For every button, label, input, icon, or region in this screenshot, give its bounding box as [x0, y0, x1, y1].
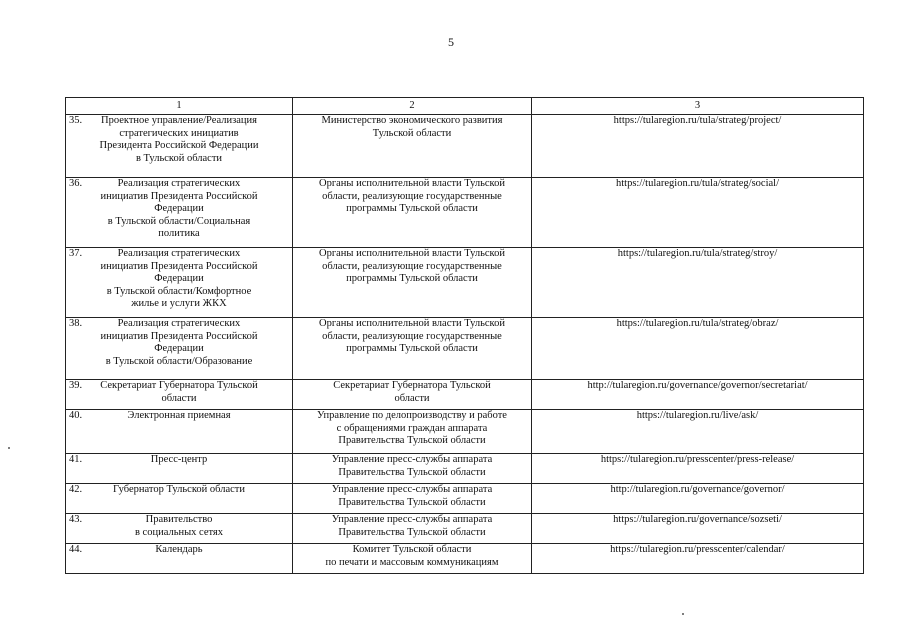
resource-name-line: инициатив Президента Российской [100, 190, 258, 202]
resource-name-line: Пресс-центр [150, 454, 208, 465]
url-cell [532, 484, 864, 514]
responsible-org-cell [293, 484, 532, 514]
resource-url: http://tularegion.ru/governance/governor/ [610, 484, 785, 495]
responsible-org-line: Управление пресс-службы аппарата [331, 454, 493, 465]
table-header-row [66, 98, 864, 115]
resource-name-line: в Тульской области/Образование [105, 355, 253, 367]
resource-name-line: области [161, 392, 197, 404]
responsible-org-cell [293, 178, 532, 248]
url-cell [532, 380, 864, 410]
resource-url: https://tularegion.ru/presscenter/calendar/ [610, 544, 785, 555]
responsible-org-line: Правительства Тульской области [338, 466, 486, 478]
url-cell [532, 248, 864, 318]
column-header-3: 3 [532, 98, 864, 115]
responsible-org-cell [293, 248, 532, 318]
responsible-org-line: Тульской области [372, 127, 452, 139]
resource-name-cell [66, 380, 293, 410]
resource-name-cell [66, 454, 293, 484]
resource-name-cell [66, 248, 293, 318]
responsible-org-line: Правительства Тульской области [338, 435, 486, 447]
resource-name-line: Реализация стратегических [117, 248, 241, 259]
column-header-2: 2 [293, 98, 532, 115]
resource-name-line: в Тульской области [135, 152, 223, 164]
table-row [66, 454, 864, 484]
row-number: 42. [69, 484, 83, 495]
resource-name-line: в Тульской области/Социальная [107, 215, 251, 227]
resource-url: https://tularegion.ru/governance/sozseti/ [613, 514, 782, 525]
links-table [65, 97, 864, 574]
responsible-org-line: Комитет Тульской области [352, 544, 472, 555]
url-cell [532, 544, 864, 574]
resource-name-cell [66, 410, 293, 454]
row-number: 44. [69, 544, 83, 555]
responsible-org-line: Управление пресс-службы аппарата [331, 484, 493, 495]
responsible-org-line: области, реализующие государственные [322, 260, 502, 272]
row-number: 43. [69, 514, 83, 525]
responsible-org-cell [293, 544, 532, 574]
resource-name-line: инициатив Президента Российской [100, 260, 258, 272]
responsible-org-line: программы Тульской области [346, 273, 478, 285]
responsible-org-line: программы Тульской области [346, 343, 478, 355]
resource-name-cell [66, 115, 293, 178]
responsible-org-line: области [394, 392, 430, 404]
resource-name-line: Президента Российской Федерации [99, 140, 259, 152]
resource-name-line: в социальных сетях [134, 526, 224, 538]
row-number: 38. [69, 318, 83, 329]
row-number: 35. [69, 115, 83, 126]
table-body [66, 115, 864, 574]
responsible-org-line: Правительства Тульской области [338, 496, 486, 508]
table-row [66, 514, 864, 544]
responsible-org-line: Правительства Тульской области [338, 526, 486, 538]
url-cell [532, 514, 864, 544]
url-cell [532, 454, 864, 484]
resource-name-line: Федерации [154, 203, 204, 215]
responsible-org-line: по печати и массовым коммуникациям [325, 556, 499, 568]
resource-url: https://tularegion.ru/live/ask/ [636, 410, 759, 421]
row-number: 36. [69, 178, 83, 189]
resource-url: https://tularegion.ru/tula/strateg/project/ [613, 115, 782, 126]
resource-name-line: Реализация стратегических [117, 318, 241, 329]
responsible-org-line: области, реализующие государственные [322, 330, 502, 342]
column-header-1: 1 [66, 98, 293, 115]
responsible-org-line: Органы исполнительной власти Тульской [319, 248, 505, 259]
url-cell [532, 115, 864, 178]
page-number: 5 [448, 35, 454, 49]
resource-name-line: Секретариат Губернатора Тульской [100, 380, 258, 391]
scan-speck [8, 447, 10, 449]
table-row [66, 410, 864, 454]
responsible-org-line: Управление по делопроизводству и работе [317, 410, 507, 421]
table-row [66, 248, 864, 318]
resource-name-cell [66, 318, 293, 380]
resource-name-line: Реализация стратегических [117, 178, 241, 189]
responsible-org-cell [293, 318, 532, 380]
resource-name-line: жилье и услуги ЖКХ [131, 298, 227, 310]
responsible-org-line: Органы исполнительной власти Тульской [319, 178, 505, 189]
resource-name-cell [66, 178, 293, 248]
resource-name-line: стратегических инициатив [119, 127, 239, 139]
responsible-org-cell [293, 115, 532, 178]
resource-url: https://tularegion.ru/presscenter/press-release/ [600, 454, 795, 465]
resource-name-line: Проектное управление/Реализация [101, 115, 257, 126]
responsible-org-line: области, реализующие государственные [322, 190, 502, 202]
row-number: 37. [69, 248, 83, 259]
resource-url: https://tularegion.ru/tula/strateg/stroy/ [617, 248, 778, 259]
row-number: 39. [69, 380, 83, 391]
table-row [66, 318, 864, 380]
resource-name-line: Губернатор Тульской области [112, 484, 245, 495]
url-cell [532, 410, 864, 454]
responsible-org-line: Управление пресс-службы аппарата [331, 514, 493, 525]
resource-name-cell [66, 544, 293, 574]
row-number: 41. [69, 454, 83, 465]
resource-url: https://tularegion.ru/tula/strateg/social/ [615, 178, 779, 189]
table-row [66, 178, 864, 248]
resource-name-line: инициатив Президента Российской [100, 330, 258, 342]
scan-speck [682, 613, 684, 615]
responsible-org-cell [293, 454, 532, 484]
responsible-org-line: с обращениями граждан аппарата [336, 422, 488, 434]
table-row [66, 380, 864, 410]
resource-name-line: Электронная приемная [127, 410, 231, 421]
url-cell [532, 318, 864, 380]
resource-url: http://tularegion.ru/governance/governor/secretariat/ [587, 380, 808, 391]
table-row [66, 544, 864, 574]
responsible-org-line: Органы исполнительной власти Тульской [319, 318, 505, 329]
resource-url: https://tularegion.ru/tula/strateg/obraz/ [616, 318, 779, 329]
responsible-org-line: программы Тульской области [346, 203, 478, 215]
resource-name-cell [66, 514, 293, 544]
resource-name-line: Календарь [155, 544, 203, 555]
responsible-org-line: Секретариат Губернатора Тульской [333, 380, 491, 391]
responsible-org-line: Министерство экономического развития [321, 115, 503, 126]
url-cell [532, 178, 864, 248]
resource-name-line: Федерации [154, 273, 204, 285]
resource-name-line: в Тульской области/Комфортное [106, 285, 252, 297]
responsible-org-cell [293, 380, 532, 410]
row-number: 40. [69, 410, 83, 421]
responsible-org-cell [293, 410, 532, 454]
resource-name-line: политика [158, 228, 200, 240]
table-row [66, 115, 864, 178]
resource-name-line: Федерации [154, 343, 204, 355]
resource-name-cell [66, 484, 293, 514]
table-row [66, 484, 864, 514]
resource-name-line: Правительство [145, 514, 213, 525]
responsible-org-cell [293, 514, 532, 544]
